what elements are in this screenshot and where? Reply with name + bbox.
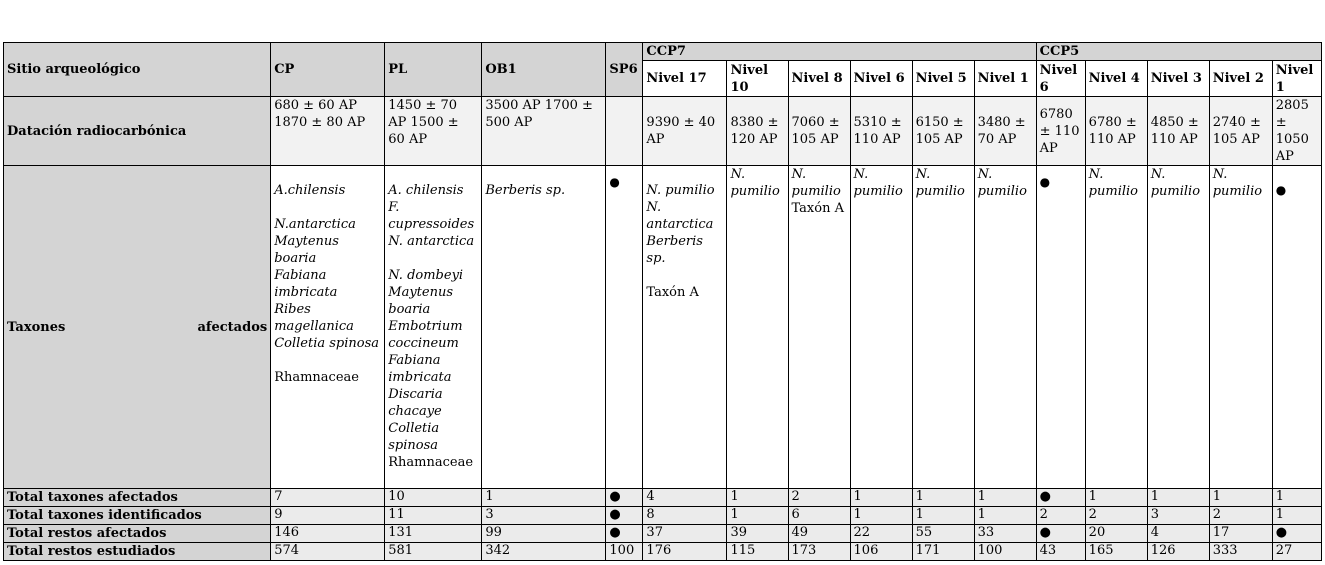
totals-value: 176 xyxy=(643,543,727,561)
dating-ccp5: 2740 ± 105 AP xyxy=(1209,97,1272,166)
taxa-ccp5-n2 xyxy=(1209,166,1272,489)
taxon: N. pumilio xyxy=(646,183,715,198)
totals-value: 9 xyxy=(271,507,385,525)
totals-value: 11 xyxy=(385,507,482,525)
ccp5-level: Nivel 1 xyxy=(1272,61,1321,97)
ccp7-level: Nivel 6 xyxy=(850,61,912,97)
taxa-ccp7-n1 xyxy=(974,166,1036,489)
totals-label: Total restos afectados xyxy=(4,525,271,543)
taxon: A. chilensis xyxy=(388,183,464,198)
dating-sp6 xyxy=(606,97,643,166)
taxon: Fabiana imbricata xyxy=(274,268,338,300)
totals-label: Total taxones afectados xyxy=(4,489,271,507)
totals-value: 1 xyxy=(912,507,974,525)
totals-value: 7 xyxy=(271,489,385,507)
taxon-gap xyxy=(646,267,723,284)
totals-value: 115 xyxy=(727,543,788,561)
taxon: N. pumilio xyxy=(791,167,841,199)
taxon: Maytenus boaria xyxy=(388,285,454,317)
totals-value: ● xyxy=(606,525,643,543)
totals-value: 2 xyxy=(1209,507,1272,525)
ccp5-level: Nivel 4 xyxy=(1085,61,1147,97)
totals-value: 49 xyxy=(788,525,850,543)
taxon: Embotrium coccineum xyxy=(388,319,463,351)
taxon-gap xyxy=(274,352,381,369)
presence-dot: ● xyxy=(1275,183,1287,197)
totals-value: 1 xyxy=(850,489,912,507)
totals-value: 55 xyxy=(912,525,974,543)
totals-value: 574 xyxy=(271,543,385,561)
col-cp: CP xyxy=(271,43,385,97)
totals-value: 171 xyxy=(912,543,974,561)
totals-value: 22 xyxy=(850,525,912,543)
totals-value: 100 xyxy=(606,543,643,561)
data-table xyxy=(3,42,1322,561)
totals-value: 6 xyxy=(788,507,850,525)
totals-value: 146 xyxy=(271,525,385,543)
totals-value: 43 xyxy=(1036,543,1085,561)
taxon: N. pumilio xyxy=(1212,167,1263,199)
totals-value: ● xyxy=(1036,525,1085,543)
taxon: N. antarctica xyxy=(388,234,475,249)
taxon: N. pumilio xyxy=(730,167,780,199)
ccp7-level: Nivel 1 xyxy=(974,61,1036,97)
ccp7-level: Nivel 8 xyxy=(788,61,850,97)
taxon: N. pumilio xyxy=(915,167,965,199)
totals-value: 3 xyxy=(1147,507,1209,525)
totals-value: 165 xyxy=(1085,543,1147,561)
dating-ob1: 3500 AP 1700 ± 500 AP xyxy=(482,97,606,166)
totals-value: 37 xyxy=(643,525,727,543)
totals-value: 1 xyxy=(1147,489,1209,507)
totals-value: 2 xyxy=(788,489,850,507)
taxon: Ribes magellanica xyxy=(274,302,354,334)
totals-row-studied-remains xyxy=(4,543,1322,561)
dating-ccp7: 6150 ± 105 AP xyxy=(912,97,974,166)
taxa-label-right: afectados xyxy=(197,319,268,335)
taxon: N. pumilio xyxy=(1088,167,1138,199)
totals-value: 39 xyxy=(727,525,788,543)
totals-value: 1 xyxy=(974,489,1036,507)
taxa-cp xyxy=(271,166,385,489)
taxon: Discaria chacaye xyxy=(388,387,443,419)
totals-value: 99 xyxy=(482,525,606,543)
dating-pl: 1450 ± 70 AP 1500 ± 60 AP xyxy=(385,97,482,166)
taxa-ccp5-n6 xyxy=(1036,166,1085,489)
totals-value: 1 xyxy=(727,489,788,507)
col-ob1: OB1 xyxy=(482,43,606,97)
taxon: N. dombeyi xyxy=(388,268,464,283)
dating-ccp7: 9390 ± 40 AP xyxy=(643,97,727,166)
taxon: Taxón A xyxy=(791,201,844,216)
totals-value: 1 xyxy=(1272,489,1321,507)
totals-value: 173 xyxy=(788,543,850,561)
dating-ccp7: 8380 ± 120 AP xyxy=(727,97,788,166)
totals-value: 333 xyxy=(1209,543,1272,561)
totals-value: 1 xyxy=(482,489,606,507)
totals-value: 17 xyxy=(1209,525,1272,543)
totals-label: Total restos estudiados xyxy=(4,543,271,561)
totals-value: 1 xyxy=(974,507,1036,525)
taxon: Berberis sp. xyxy=(485,183,566,198)
totals-value: 8 xyxy=(643,507,727,525)
totals-value: 131 xyxy=(385,525,482,543)
ccp5-level: Nivel 3 xyxy=(1147,61,1209,97)
taxon: N.antarctica xyxy=(274,217,356,232)
taxa-ccp7-n8 xyxy=(788,166,850,489)
totals-value: 27 xyxy=(1272,543,1321,561)
totals-value: 1 xyxy=(912,489,974,507)
taxon: Colletia spinosa xyxy=(274,336,380,351)
totals-row-identified-taxa xyxy=(4,507,1322,525)
totals-value: 3 xyxy=(482,507,606,525)
totals-value: 1 xyxy=(727,507,788,525)
dating-ccp7: 7060 ± 105 AP xyxy=(788,97,850,166)
taxon: Colletia spinosa xyxy=(388,421,440,453)
dating-ccp5: 4850 ± 110 AP xyxy=(1147,97,1209,166)
taxon-gap xyxy=(388,250,478,267)
taxa-ccp7-n10 xyxy=(727,166,788,489)
taxon: Berberis sp. xyxy=(646,234,703,266)
col-sp6: SP6 xyxy=(606,43,643,97)
taxon: N. pumilio xyxy=(977,167,1027,199)
totals-value: 1 xyxy=(1085,489,1147,507)
group-ccp7: CCP7 xyxy=(643,43,1036,61)
taxa-pl xyxy=(385,166,482,489)
taxa-label xyxy=(4,166,271,489)
ccp7-level: Nivel 10 xyxy=(727,61,788,97)
taxa-ob1 xyxy=(482,166,606,489)
taxon: Rhamnaceae xyxy=(274,370,359,385)
totals-value: ● xyxy=(1036,489,1085,507)
totals-value: ● xyxy=(1272,525,1321,543)
taxa-ccp7-n17 xyxy=(643,166,727,489)
taxon-gap xyxy=(274,199,381,216)
totals-value: 1 xyxy=(850,507,912,525)
taxon: N. pumilio xyxy=(853,167,903,199)
taxon: Taxón A xyxy=(646,285,699,300)
dating-ccp5: 2805 ± 1050 AP xyxy=(1272,97,1321,166)
totals-value: ● xyxy=(606,489,643,507)
totals-value: 33 xyxy=(974,525,1036,543)
col-pl: PL xyxy=(385,43,482,97)
taxa-ccp5-n3 xyxy=(1147,166,1209,489)
dating-ccp7: 3480 ± 70 AP xyxy=(974,97,1036,166)
totals-value: 10 xyxy=(385,489,482,507)
taxa-ccp7-n6 xyxy=(850,166,912,489)
totals-value: ● xyxy=(606,507,643,525)
totals-label: Total taxones identificados xyxy=(4,507,271,525)
taxa-ccp5-n4 xyxy=(1085,166,1147,489)
totals-value: 4 xyxy=(1147,525,1209,543)
taxon: Maytenus boaria xyxy=(274,234,339,266)
taxon: F. cupressoides xyxy=(388,200,475,232)
taxa-ccp5-n1 xyxy=(1272,166,1321,489)
totals-value: 4 xyxy=(643,489,727,507)
dating-ccp5: 6780 ± 110 AP xyxy=(1085,97,1147,166)
totals-value: 20 xyxy=(1085,525,1147,543)
taxon: N. pumilio xyxy=(1150,167,1201,199)
dating-ccp7: 5310 ± 110 AP xyxy=(850,97,912,166)
totals-value: 126 xyxy=(1147,543,1209,561)
taxa-sp6 xyxy=(606,166,643,489)
totals-value: 1 xyxy=(1272,507,1321,525)
ccp7-level: Nivel 17 xyxy=(643,61,727,97)
ccp5-level: Nivel 6 xyxy=(1036,61,1085,97)
totals-value: 581 xyxy=(385,543,482,561)
group-ccp5: CCP5 xyxy=(1036,43,1321,61)
dating-ccp5: 6780 ± 110 AP xyxy=(1036,97,1085,166)
taxa-label-left: Taxones xyxy=(7,319,66,335)
taxon: Fabiana imbricata xyxy=(388,353,452,385)
taxa-ccp7-n5 xyxy=(912,166,974,489)
totals-value: 106 xyxy=(850,543,912,561)
taxon: Rhamnaceae xyxy=(388,455,474,470)
dating-label: Datación radiocarbónica xyxy=(4,97,271,166)
dating-cp: 680 ± 60 AP 1870 ± 80 AP xyxy=(271,97,385,166)
totals-value: 342 xyxy=(482,543,606,561)
presence-dot: ● xyxy=(609,175,620,189)
ccp7-level: Nivel 5 xyxy=(912,61,974,97)
totals-value: 2 xyxy=(1036,507,1085,525)
taxon: A.chilensis xyxy=(274,183,346,198)
presence-dot: ● xyxy=(1039,175,1051,189)
site-header: Sitio arqueológico xyxy=(4,43,271,97)
totals-value: 1 xyxy=(1209,489,1272,507)
taxon: N. antarctica xyxy=(646,200,714,232)
ccp5-level: Nivel 2 xyxy=(1209,61,1272,97)
totals-row-affected-taxa xyxy=(4,489,1322,507)
totals-value: 100 xyxy=(974,543,1036,561)
totals-row-affected-remains xyxy=(4,525,1322,543)
totals-value: 2 xyxy=(1085,507,1147,525)
